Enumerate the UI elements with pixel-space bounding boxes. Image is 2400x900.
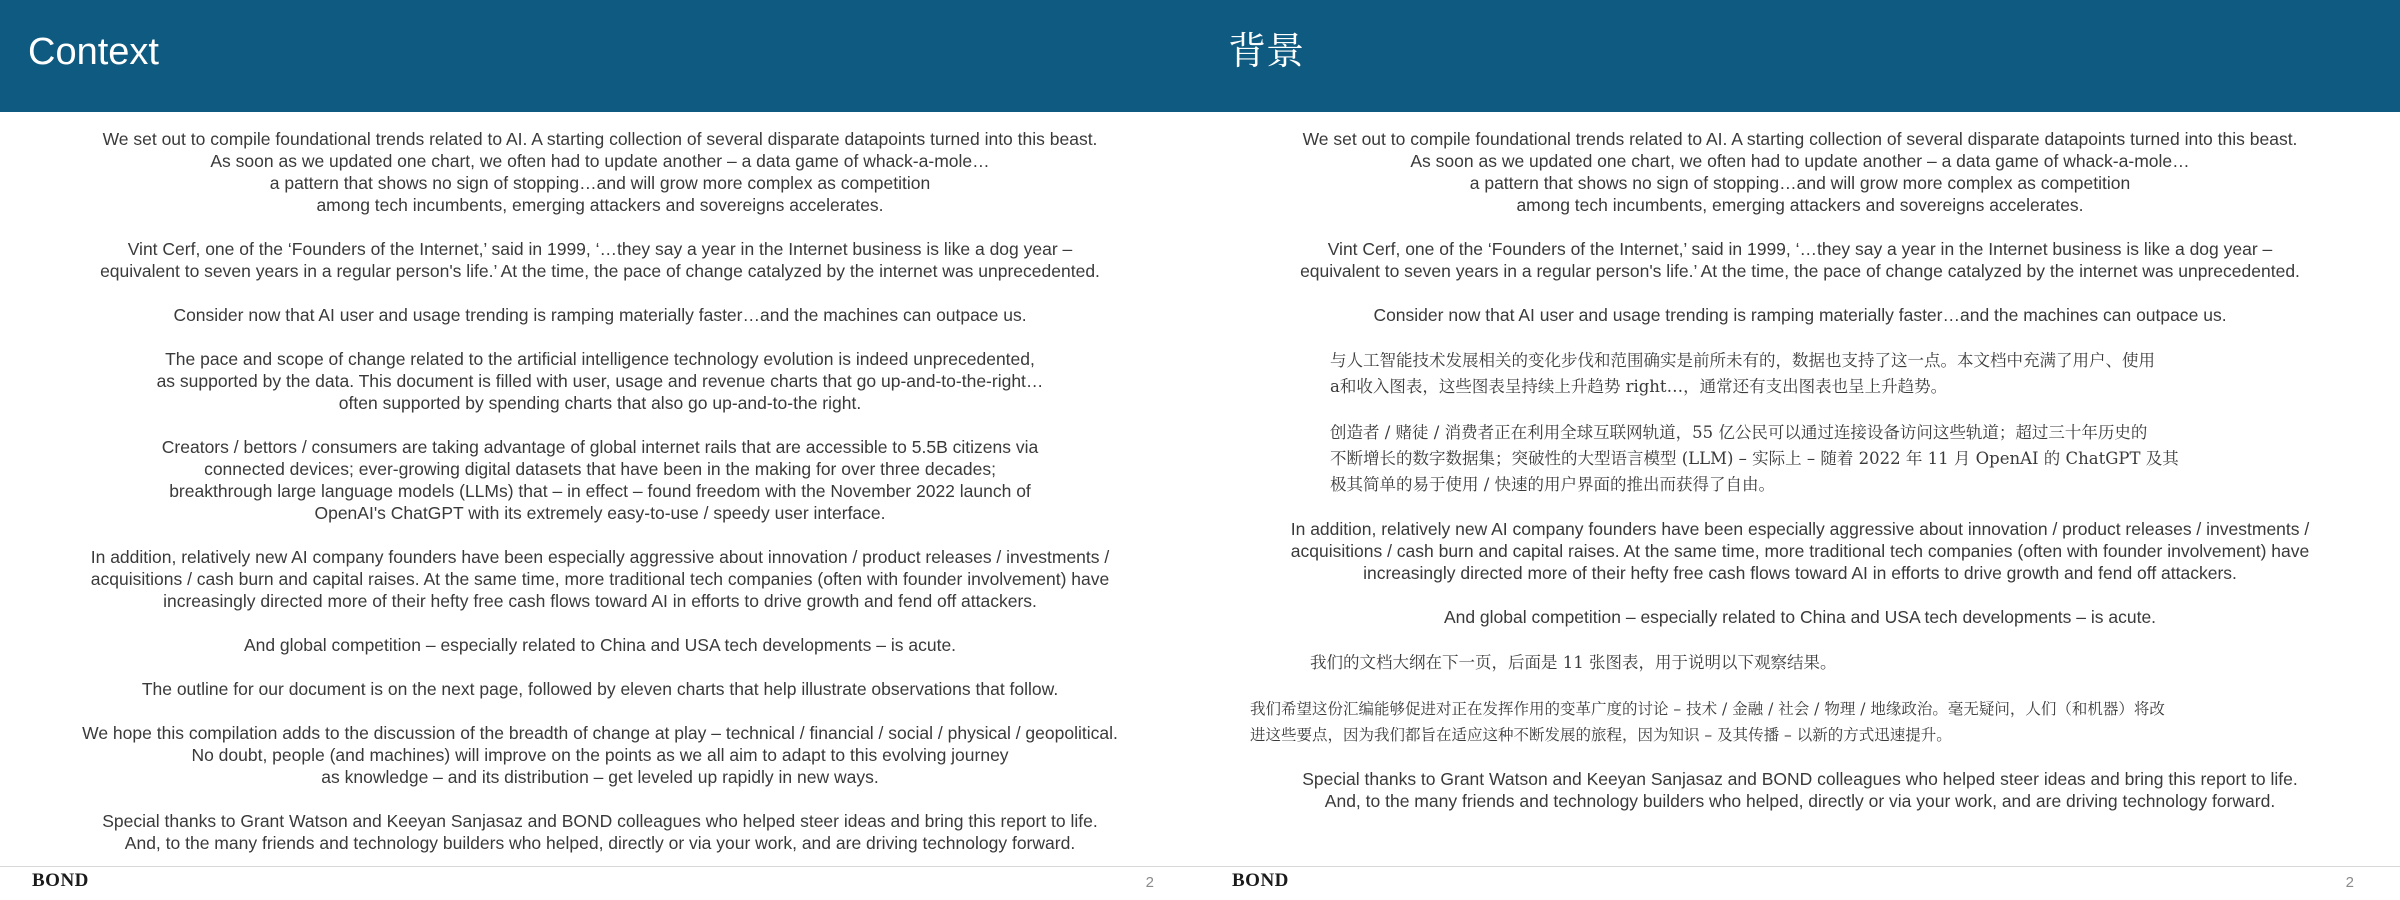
page-title: 背景: [1228, 31, 1305, 73]
text-line: As soon as we updated one chart, we often had to update another – a data game of whack-a-mole…: [1410, 151, 2190, 171]
text-line: as supported by the data. This document is filled with user, usage and revenue charts that go up-and-to-the-right…: [156, 371, 1044, 391]
text-line: often supported by spending charts that also go up-and-to-the right.: [338, 393, 862, 413]
text-line: a pattern that shows no sign of stopping…and will grow more complex as competition: [269, 173, 931, 193]
text-line: acquisitions / cash burn and capital raises. At the same time, more traditional tech companies (often with founder involvement) have: [90, 569, 1110, 589]
text-line: among tech incumbents, emerging attackers and sovereigns accelerates.: [1516, 195, 2084, 215]
paragraph: [40, 722, 1160, 788]
text-line: No doubt, people (and machines) will improve on the points as we all aim to adapt to this evolving journey: [191, 745, 1009, 765]
page-number: 2: [2345, 874, 2354, 891]
text-line: 与人工智能技术发展相关的变化步伐和范围确实是前所未有的，数据也支持了这一点。本文档中充满了用户、使用: [1330, 351, 2155, 370]
text-line: Vint Cerf, one of the ‘Founders of the Internet,’ said in 1999, ‘…they say a year in the Internet business is like a dog year –: [127, 239, 1073, 259]
paragraph-chinese: [1240, 348, 2360, 400]
paragraph: [40, 678, 1160, 700]
bond-logo: BOND: [32, 870, 89, 891]
right-slide: [1200, 0, 2400, 900]
text-line: The outline for our document is on the next page, followed by eleven charts that help illustrate observations that follow.: [141, 679, 1059, 699]
text-line: 我们的文档大纲在下一页，后面是 11 张图表，用于说明以下观察结果。: [1310, 653, 1837, 672]
paragraph: [40, 238, 1160, 282]
text-line: We set out to compile foundational trends related to AI. A starting collection of several disparate datapoints turned into this beast.: [1302, 129, 2298, 149]
paragraph: [1240, 518, 2360, 584]
text-line: And, to the many friends and technology builders who helped, directly or via your work, and are driving technology forward.: [124, 833, 1076, 853]
text-line: And, to the many friends and technology builders who helped, directly or via your work, and are driving technology forward.: [1324, 791, 2276, 811]
text-line: equivalent to seven years in a regular person's life.’ At the time, the pace of change catalyzed by the internet was unprecedented.: [1300, 261, 2300, 281]
header-bar: [0, 0, 1200, 112]
text-line: acquisitions / cash burn and capital raises. At the same time, more traditional tech companies (often with founder involvement) have: [1290, 541, 2310, 561]
text-line: breakthrough large language models (LLMs) that – in effect – found freedom with the November 2022 launch of: [169, 481, 1031, 501]
text-line: We set out to compile foundational trends related to AI. A starting collection of several disparate datapoints turned into this beast.: [102, 129, 1098, 149]
page-title: Context: [28, 31, 159, 73]
text-line: Consider now that AI user and usage trending is ramping materially faster…and the machines can outpace us.: [173, 305, 1027, 325]
text-line: 极其简单的易于使用 / 快速的用户界面的推出而获得了自由。: [1330, 475, 1776, 494]
text-line: OpenAI's ChatGPT with its extremely easy-to-use / speedy user interface.: [314, 503, 886, 523]
paragraph: [1240, 128, 2360, 216]
text-line: In addition, relatively new AI company founders have been especially aggressive about innovation / product releases / investments /: [1290, 519, 2310, 539]
paragraph: [1240, 238, 2360, 282]
paragraph: [40, 304, 1160, 326]
paragraph: [1240, 304, 2360, 326]
text-line: as knowledge – and its distribution – get leveled up rapidly in new ways.: [321, 767, 879, 787]
text-line: We hope this compilation adds to the discussion of the breadth of change at play – technical / financial / social / physical / geopolitical.: [82, 723, 1118, 743]
text-line: a pattern that shows no sign of stopping…and will grow more complex as competition: [1469, 173, 2131, 193]
text-line: increasingly directed more of their hefty free cash flows toward AI in efforts to drive growth and fend off attackers.: [1363, 563, 2237, 583]
paragraph: [40, 436, 1160, 524]
text-line: among tech incumbents, emerging attackers and sovereigns accelerates.: [316, 195, 884, 215]
paragraph: [40, 634, 1160, 656]
text-line: 不断增长的数字数据集；突破性的大型语言模型 (LLM) – 实际上 – 随着 2022 年 11 月 OpenAI 的 ChatGPT 及其: [1330, 449, 2179, 468]
bond-logo: BOND: [1232, 870, 1289, 891]
paragraph-chinese: [1240, 420, 2360, 498]
text-line: In addition, relatively new AI company founders have been especially aggressive about innovation / product releases / investments /: [90, 547, 1110, 567]
text-line: Special thanks to Grant Watson and Keeyan Sanjasaz and BOND colleagues who helped steer ideas and bring this report to life.: [102, 811, 1098, 831]
text-line: Creators / bettors / consumers are taking advantage of global internet rails that are accessible to 5.5B citizens via: [161, 437, 1039, 457]
text-line: As soon as we updated one chart, we often had to update another – a data game of whack-a-mole…: [210, 151, 990, 171]
text-line: Vint Cerf, one of the ‘Founders of the Internet,’ said in 1999, ‘…they say a year in the Internet business is like a dog year –: [1327, 239, 2273, 259]
body-text: [40, 128, 1160, 876]
text-line: The pace and scope of change related to the artificial intelligence technology evolution is indeed unprecedented,: [165, 349, 1035, 369]
paragraph: [1240, 768, 2360, 812]
text-line: Special thanks to Grant Watson and Keeyan Sanjasaz and BOND colleagues who helped steer ideas and bring this report to life.: [1302, 769, 2298, 789]
text-line: equivalent to seven years in a regular person's life.’ At the time, the pace of change catalyzed by the internet was unprecedented.: [100, 261, 1100, 281]
text-line: And global competition – especially related to China and USA tech developments – is acute.: [1443, 607, 2157, 627]
text-line: And global competition – especially related to China and USA tech developments – is acute.: [243, 635, 957, 655]
page-number: 2: [1145, 874, 1154, 891]
paragraph: [40, 348, 1160, 414]
header-bar: [1200, 0, 2400, 112]
text-line: increasingly directed more of their hefty free cash flows toward AI in efforts to drive growth and fend off attackers.: [163, 591, 1037, 611]
footer-divider: [0, 866, 1200, 867]
body-text: [1240, 128, 2360, 834]
text-line: 创造者 / 赌徒 / 消费者正在利用全球互联网轨道，55 亿公民可以通过连接设备访问这些轨道；超过三十年历史的: [1330, 423, 2148, 442]
text-line: connected devices; ever-growing digital datasets that have been in the making for over three decades;: [204, 459, 996, 479]
text-line: Consider now that AI user and usage trending is ramping materially faster…and the machines can outpace us.: [1373, 305, 2227, 325]
paragraph: [1240, 606, 2360, 628]
text-line: a和收入图表，这些图表呈持续上升趋势 right…，通常还有支出图表也呈上升趋势。: [1330, 377, 1948, 396]
paragraph-chinese: [1240, 696, 2360, 748]
text-line: 进这些要点，因为我们都旨在适应这种不断发展的旅程，因为知识 – 及其传播 – 以新的方式迅速提升。: [1250, 726, 1952, 744]
text-line: 我们希望这份汇编能够促进对正在发挥作用的变革广度的讨论 – 技术 / 金融 / 社会 / 物理 / 地缘政治。毫无疑问，人们（和机器）将改: [1250, 700, 2165, 718]
paragraph: [40, 128, 1160, 216]
footer-divider: [1200, 866, 2400, 867]
paragraph: [40, 546, 1160, 612]
paragraph: [40, 810, 1160, 854]
paragraph-chinese: [1240, 650, 2360, 676]
